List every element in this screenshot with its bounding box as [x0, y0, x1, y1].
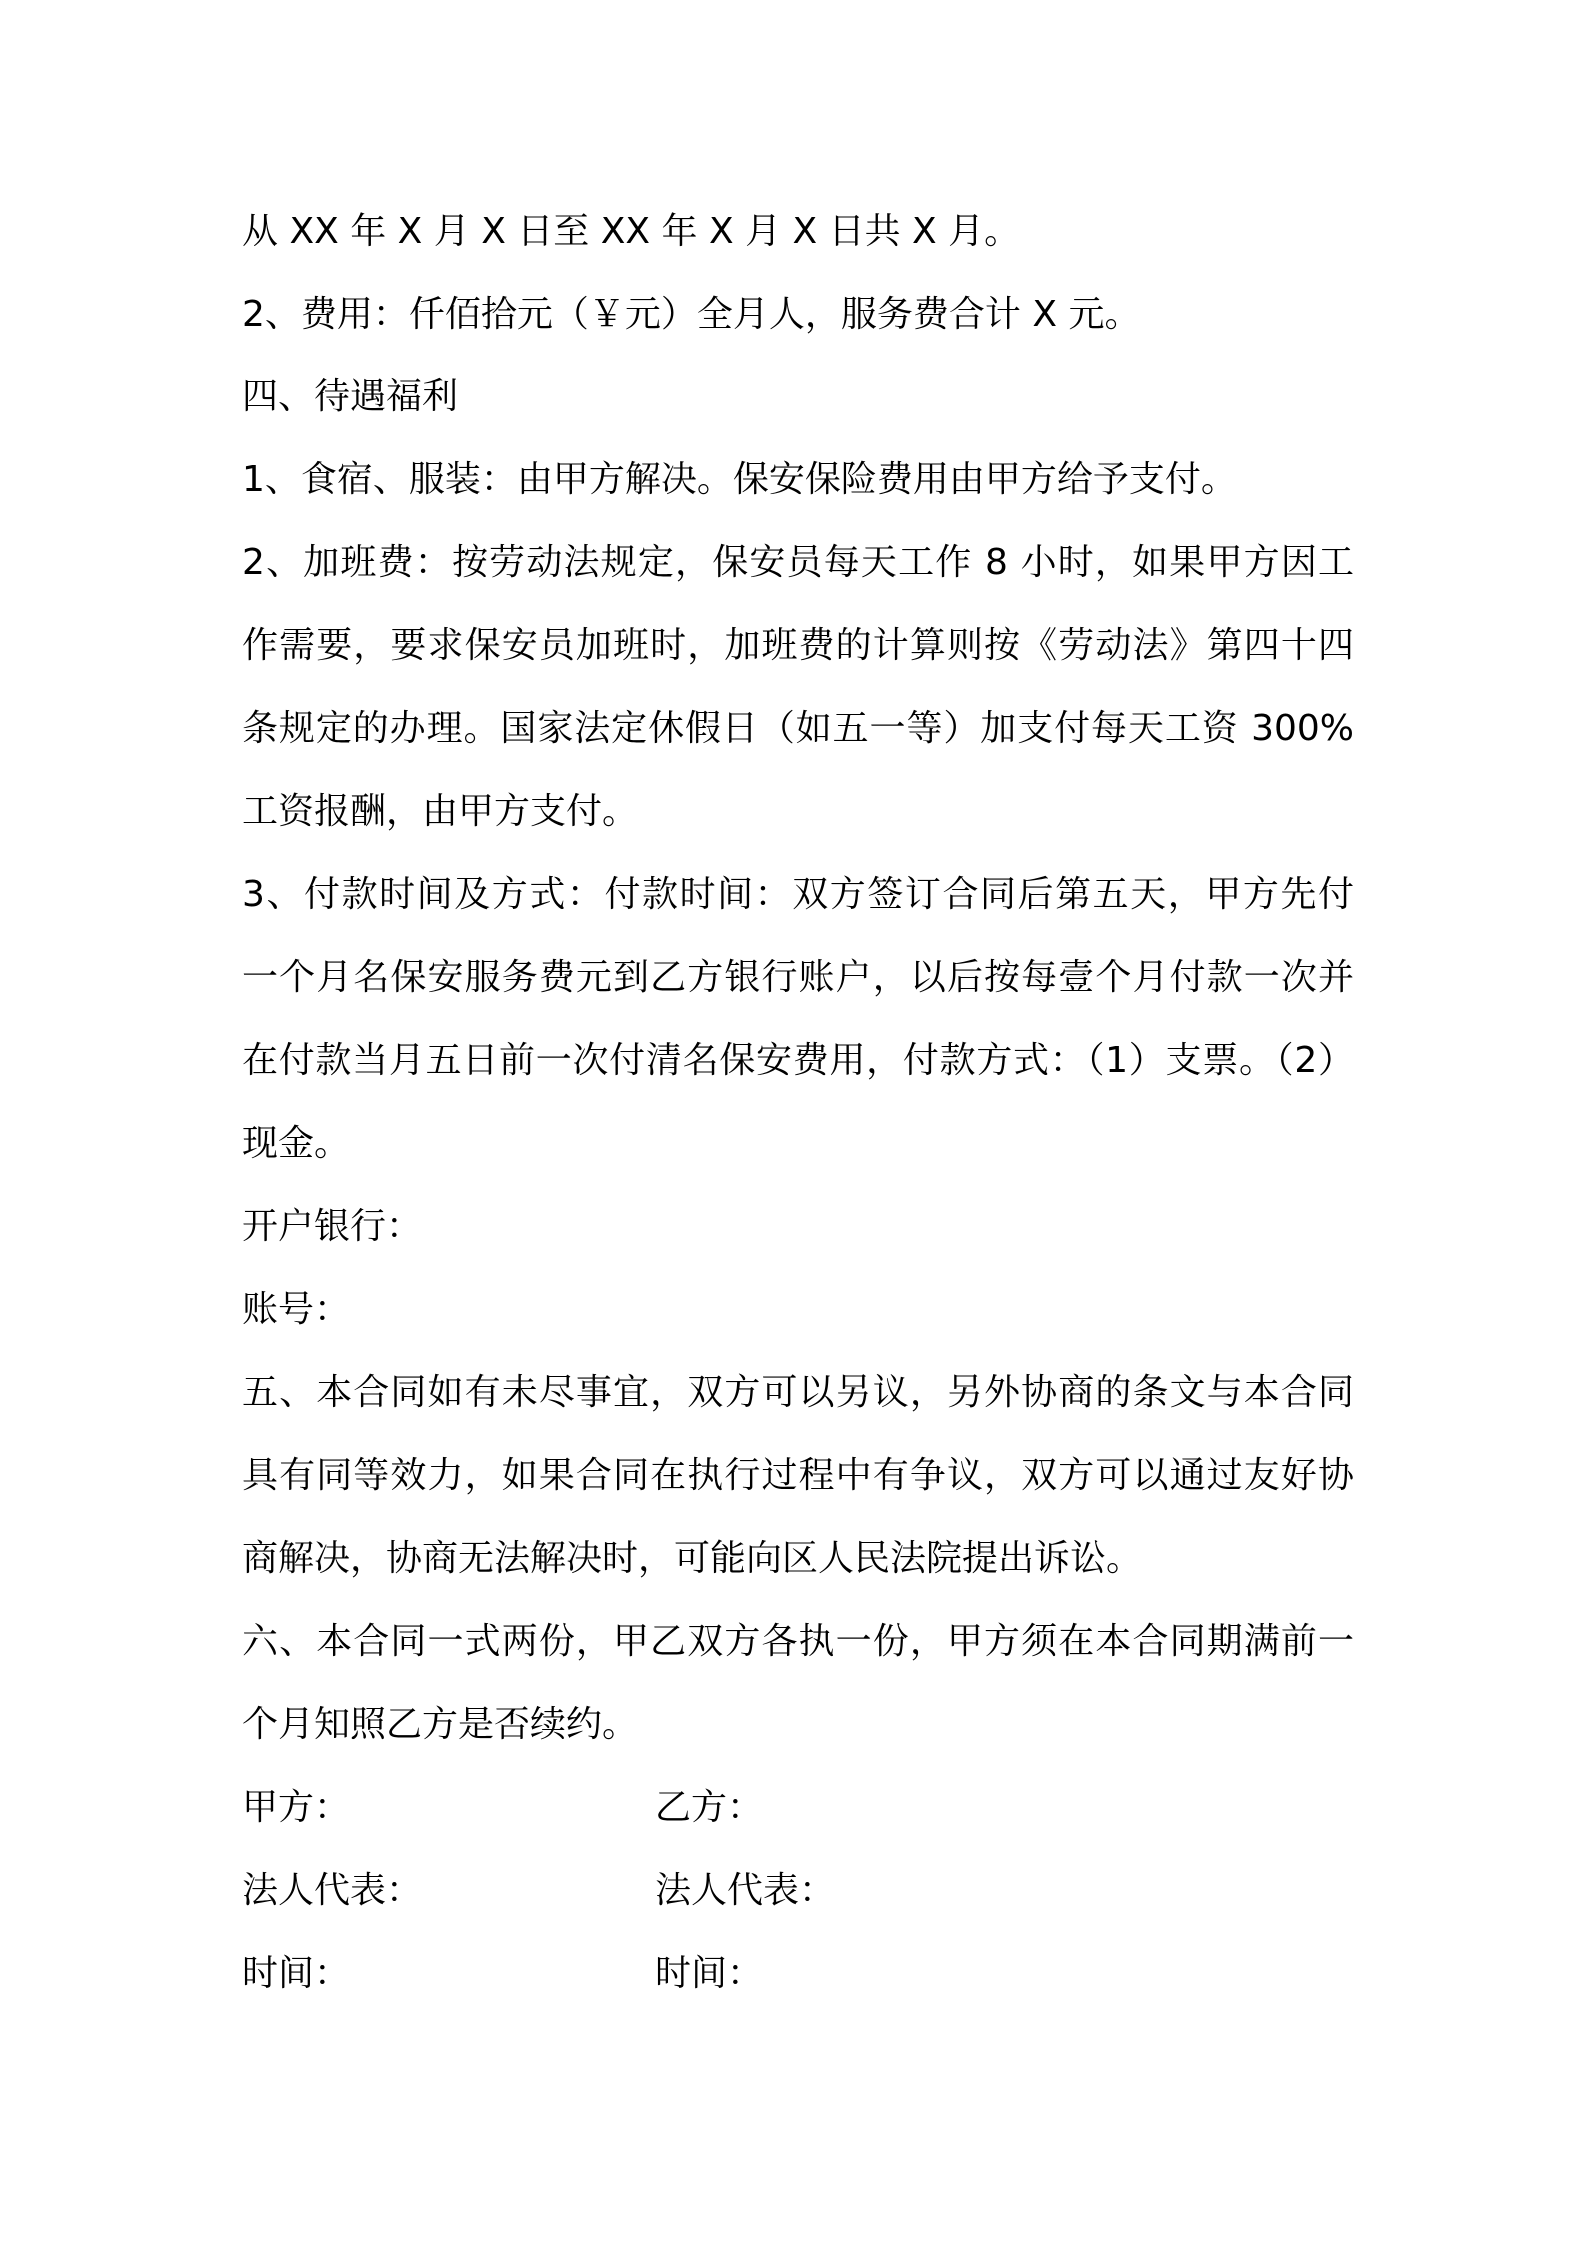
- benefit-item-1: 1、食宿、服装：由甲方解决。保安保险费用由甲方给予支付。: [242, 459, 1237, 500]
- section-heading-benefits: 四、待遇福利: [242, 376, 459, 417]
- contract-term-line: 从 XX 年 X 月 X 日至 XX 年 X 月 X 日共 X 月。: [242, 211, 1021, 252]
- payment-line-4: 现金。: [242, 1123, 351, 1164]
- clause-six-line-1: 六、本合同一式两份，甲乙双方各执一份，甲方须在本合同期满前一: [242, 1621, 1354, 1662]
- overtime-line-2: 作需要，要求保安员加班时，加班费的计算则按《劳动法》第四十四: [242, 625, 1354, 666]
- bank-name-label: 开户银行：: [242, 1206, 423, 1247]
- party-b-label: 乙方：: [655, 1787, 764, 1828]
- party-b-time-label: 时间：: [655, 1953, 764, 1994]
- account-number-label: 账号：: [242, 1289, 351, 1330]
- overtime-line-3: 条规定的办理。国家法定休假日（如五一等）加支付每天工资 300%: [242, 708, 1354, 749]
- payment-line-2: 一个月名保安服务费元到乙方银行账户，以后按每壹个月付款一次并: [242, 957, 1354, 998]
- party-a-representative-label: 法人代表：: [242, 1870, 423, 1911]
- clause-five-line-1: 五、本合同如有未尽事宜，双方可以另议，另外协商的条文与本合同: [242, 1372, 1354, 1413]
- clause-six-line-2: 个月知照乙方是否续约。: [242, 1704, 639, 1745]
- party-b-representative-label: 法人代表：: [655, 1870, 836, 1911]
- fee-line: 2、费用：仟佰拾元（￥元）全月人，服务费合计 X 元。: [242, 294, 1141, 335]
- overtime-line-4: 工资报酬，由甲方支付。: [242, 791, 639, 832]
- party-a-label: 甲方：: [242, 1787, 351, 1828]
- party-a-time-label: 时间：: [242, 1953, 351, 1994]
- overtime-line-1: 2、加班费：按劳动法规定，保安员每天工作 8 小时，如果甲方因工: [242, 542, 1354, 583]
- payment-line-1: 3、付款时间及方式：付款时间：双方签订合同后第五天，甲方先付: [242, 874, 1354, 915]
- clause-five-line-3: 商解决，协商无法解决时，可能向区人民法院提出诉讼。: [242, 1538, 1143, 1579]
- clause-five-line-2: 具有同等效力，如果合同在执行过程中有争议，双方可以通过友好协: [242, 1455, 1354, 1496]
- payment-line-3: 在付款当月五日前一次付清名保安费用，付款方式：（1）支票。（2）: [242, 1040, 1354, 1081]
